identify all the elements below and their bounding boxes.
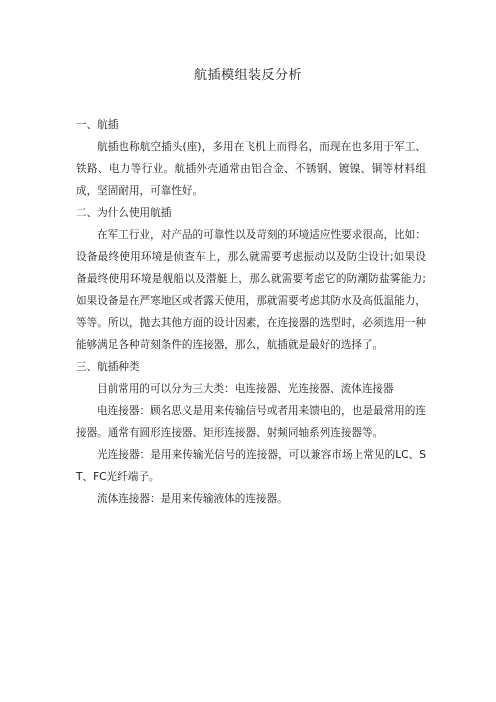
paragraph: 目前常用的可以分为三大类：电连接器、光连接器、流体连接器 (97, 383, 394, 395)
section-heading: 一、航插 (76, 119, 119, 131)
section-heading: 三、航插种类 (76, 361, 140, 373)
paragraph: 流体连接器：是用来传输液体的连接器。 (97, 493, 288, 505)
document-body (76, 114, 426, 510)
paragraph: 航插也称航空插头(座)，多用在飞机上而得名，而现在也多用于军工、铁路、电力等行业。航插外壳通常由铝合金、不锈钢、镀镍、铜等材料组成，坚固耐用，可靠性好。 (76, 141, 426, 197)
paragraph: 电连接器：顾名思义是用来传输信号或者用来馈电的，也是最常用的连接器。通常有圆形连接器、矩形连接器、射频同轴系列连接器等。 (76, 405, 426, 439)
paragraph: 光连接器：是用来传输光信号的连接器，可以兼容市场上常见的LC、ST、FC光纤端子。 (76, 449, 426, 483)
section-connector (76, 114, 426, 202)
paragraph: 在军工行业，对产品的可靠性以及苛刻的环境适应性要求很高，比如：设备最终使用环境是侦查车上，那么就需要考虑振动以及防尘设计;如果设备最终使用环境是舰船以及潜艇上，那么就需要考虑它的防潮防盐雾能力;如果设备是在严寒地区或者露天使用，那就需要考虑其防水及高低温能力，等等。所以，抛去其他方面的设计因素，在连接器的选型时，必须选用一种能够满足各种苛刻条件的连接器，那么，航插就是最好的选择了。 (76, 229, 426, 351)
section-heading: 二、为什么使用航插 (76, 207, 172, 219)
section-why-use (76, 202, 426, 356)
section-types (76, 356, 426, 510)
document-title: 航插模组装反分析 (193, 68, 302, 83)
